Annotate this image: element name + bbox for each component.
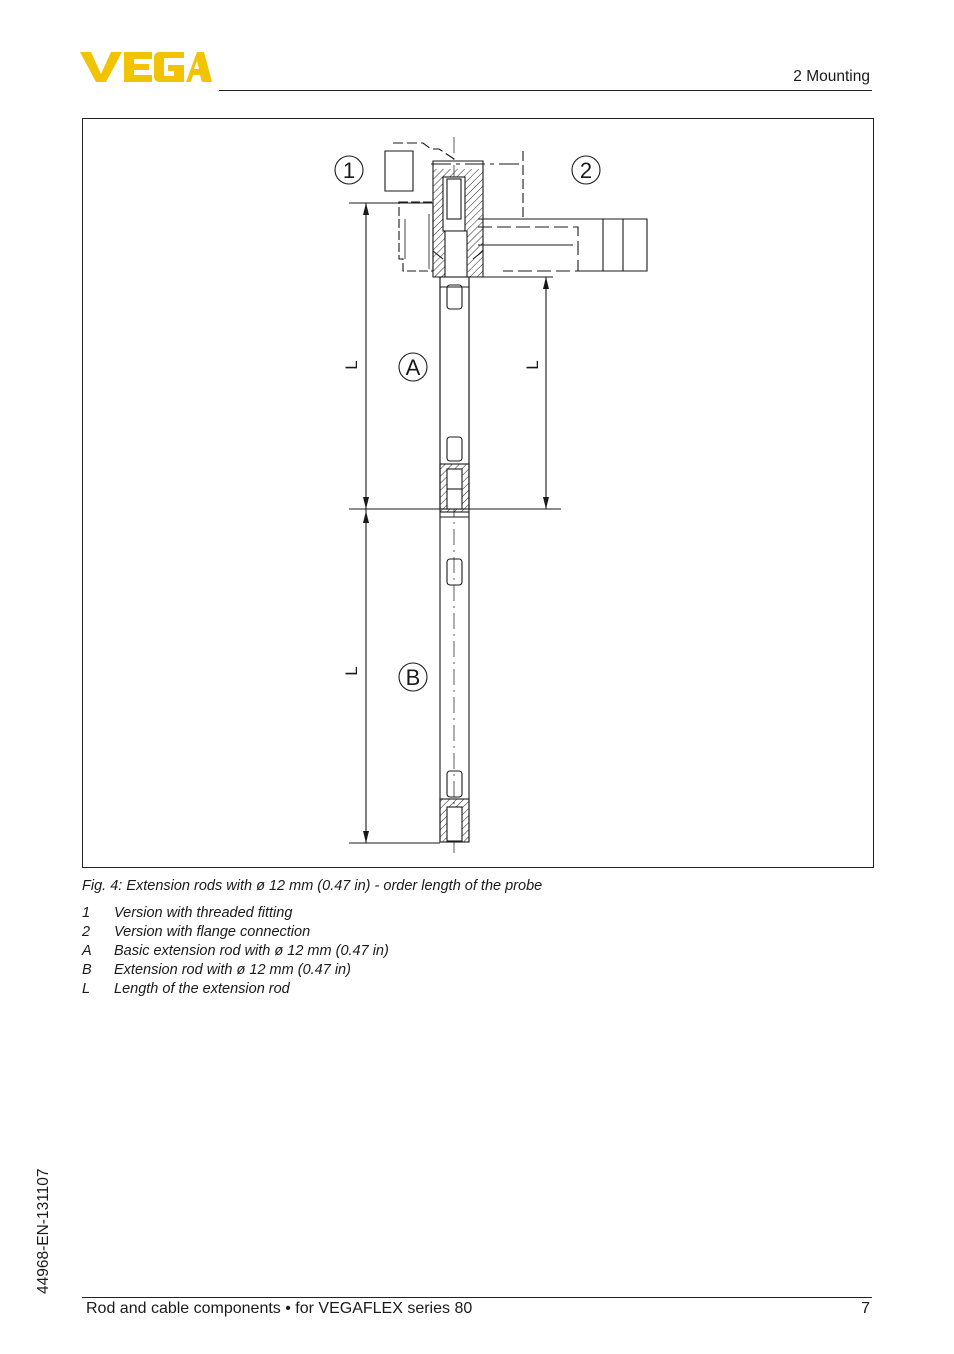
callout-1-label: 1 <box>342 158 356 183</box>
legend-text: Version with flange connection <box>114 924 311 940</box>
legend-key: L <box>82 981 91 997</box>
side-document-number: 44968-EN-131107 <box>35 1168 52 1294</box>
legend-text: Basic extension rod with ø 12 mm (0.47 in) <box>114 943 389 959</box>
figure-legend <box>82 904 389 999</box>
dimension-label-a-left: L <box>342 360 361 370</box>
page-number: 7 <box>861 1300 870 1317</box>
figure-frame <box>82 118 874 868</box>
legend-key: A <box>82 943 92 959</box>
legend-item <box>82 961 389 980</box>
legend-text: Length of the extension rod <box>114 981 290 997</box>
section-title: 2 Mounting <box>793 68 870 85</box>
legend-text: Version with threaded fitting <box>114 905 293 921</box>
legend-key: 2 <box>82 924 91 940</box>
header-rule <box>219 90 872 91</box>
legend-item <box>82 923 389 942</box>
callout-a-label: A <box>405 355 421 380</box>
dimension-label-b: L <box>342 666 361 676</box>
legend-item <box>82 980 389 999</box>
legend-key: B <box>82 962 92 978</box>
callout-2-label: 2 <box>579 158 593 183</box>
vega-logo <box>80 50 212 84</box>
extension-rod-drawing <box>83 119 875 869</box>
legend-key: 1 <box>82 905 91 921</box>
legend-item <box>82 942 389 961</box>
figure-caption: Fig. 4: Extension rods with ø 12 mm (0.47 in) - order length of the probe <box>82 878 543 894</box>
footer-text: Rod and cable components • for VEGAFLEX series 80 <box>86 1300 473 1317</box>
footer-rule <box>82 1297 872 1298</box>
callout-b-label: B <box>405 665 421 690</box>
legend-text: Extension rod with ø 12 mm (0.47 in) <box>114 962 351 978</box>
dimension-label-a-right: L <box>523 360 542 370</box>
legend-item <box>82 904 389 923</box>
